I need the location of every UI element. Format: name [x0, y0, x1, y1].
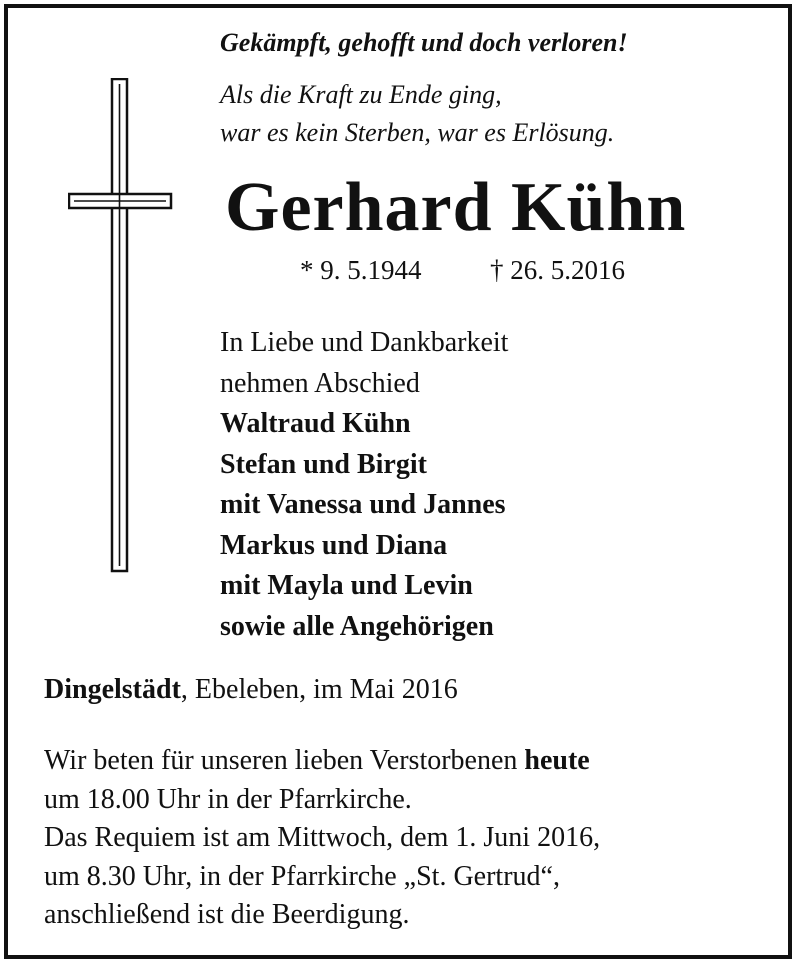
motto-headline: Gekämpft, gehofft und doch verloren! [220, 28, 628, 57]
death-date: † 26. 5.2016 [490, 255, 625, 285]
notice-line: um 18.00 Uhr in der Pfarrkirche. [44, 783, 412, 815]
notice-text: Wir beten für unseren lieben Verstorbenen [44, 745, 525, 776]
mourners-intro: In Liebe und Dankbarkeit [220, 327, 509, 358]
mourners-block [220, 323, 508, 647]
motto-verse-line: Als die Kraft zu Ende ging, [220, 80, 502, 109]
place-date-line [44, 674, 458, 706]
mourner-name: Waltraud Kühn [220, 408, 411, 439]
deceased-name: Gerhard Kühn [225, 169, 687, 246]
motto-verse [220, 76, 614, 152]
mourner-name: sowie alle Angehörigen [220, 610, 494, 642]
notice-line [44, 742, 764, 781]
mourner-name: mit Vanessa und Jannes [220, 489, 506, 520]
cross-icon [68, 78, 174, 574]
mourner-name: Stefan und Birgit [220, 448, 427, 480]
birth-date: * 9. 5.1944 [300, 255, 422, 285]
mourner-name: Markus und Diana [220, 529, 448, 561]
mourners-intro: nehmen Abschied [220, 367, 420, 399]
mourner-name: mit Mayla und Levin [220, 570, 473, 601]
notice-line: anschließend ist die Beerdigung. [44, 899, 410, 930]
notice-emphasis: heute [524, 745, 590, 776]
motto-verse-line: war es kein Sterben, war es Erlösung. [220, 118, 615, 147]
place-name: Dingelstädt [44, 674, 181, 705]
notice-line: Das Requiem ist am Mittwoch, dem 1. Juni 2016, [44, 822, 601, 853]
place-rest: , Ebeleben, im Mai 2016 [180, 674, 458, 705]
service-notice [44, 742, 764, 935]
notice-line: um 8.30 Uhr, in der Pfarrkirche „St. Gertrud“, [44, 860, 560, 892]
